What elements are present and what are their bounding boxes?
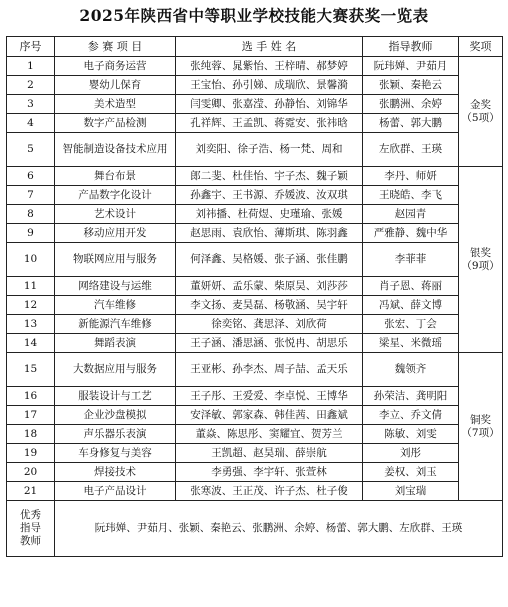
row-number: 12 [7, 296, 55, 315]
table-row [7, 277, 503, 296]
row-students: 王子涵、潘思涵、张悦冉、胡思乐 [176, 334, 363, 353]
footer-row [7, 501, 503, 557]
row-teachers: 阮玮婵、尹茹月 [363, 57, 459, 76]
table-row [7, 444, 503, 463]
page-title: 2025年陕西省中等职业学校技能大赛获奖一览表 [79, 6, 429, 25]
prize-silver-count: （9项） [461, 259, 500, 272]
row-teachers: 张宏、丁会 [363, 315, 459, 334]
row-students: 孔祥辉、王孟凯、蒋霓安、张祎晗 [176, 114, 363, 133]
table-row [7, 406, 503, 425]
row-students: 郎二斐、杜佳怡、宇子杰、魏子颖 [176, 167, 363, 186]
table-row [7, 186, 503, 205]
table-row [7, 243, 503, 277]
row-project: 企业沙盘模拟 [55, 406, 176, 425]
row-project: 电子商务运营 [55, 57, 176, 76]
row-project: 物联网应用与服务 [55, 243, 176, 277]
row-students: 董焱、陈思彤、窦耀宜、贺芳兰 [176, 425, 363, 444]
row-teachers: 张颖、秦艳云 [363, 76, 459, 95]
header-project: 参 赛 项 目 [55, 37, 176, 57]
row-teachers: 左欣群、王瑛 [363, 133, 459, 167]
row-students: 王子彤、王爱爱、李卓悦、王博华 [176, 387, 363, 406]
row-project: 焊接技术 [55, 463, 176, 482]
table-row [7, 387, 503, 406]
row-project: 数字产品检测 [55, 114, 176, 133]
table-row [7, 114, 503, 133]
row-project: 电子产品设计 [55, 482, 176, 501]
row-number: 20 [7, 463, 55, 482]
row-project: 大数据应用与服务 [55, 353, 176, 387]
row-students: 刘祎播、杜荷煜、史瑾瑜、张媛 [176, 205, 363, 224]
row-teachers: 刘宝瑞 [363, 482, 459, 501]
row-number: 15 [7, 353, 55, 387]
row-students: 赵思雨、袁欣怡、薄斯琪、陈羽鑫 [176, 224, 363, 243]
footer-label-line: 优秀 [20, 509, 41, 521]
prize-gold [459, 57, 503, 167]
row-teachers: 李丹、师妍 [363, 167, 459, 186]
footer-label-line: 指导 [20, 522, 41, 534]
row-project: 美术造型 [55, 95, 176, 114]
row-number: 19 [7, 444, 55, 463]
row-teachers: 冯斌、薛文博 [363, 296, 459, 315]
row-number: 8 [7, 205, 55, 224]
row-teachers: 李立、乔文倩 [363, 406, 459, 425]
row-number: 14 [7, 334, 55, 353]
row-students: 孙鑫宇、王书源、乔媛波、汝双琪 [176, 186, 363, 205]
header-prize: 奖项 [459, 37, 503, 57]
excellent-teachers-names: 阮玮婵、尹茹月、张颖、秦艳云、张鹏洲、余婷、杨蕾、郭大鹏、左欣群、王瑛 [55, 501, 503, 557]
row-students: 李文扬、麦昊磊、杨敬涵、吴宇轩 [176, 296, 363, 315]
row-project: 新能源汽车维修 [55, 315, 176, 334]
row-teachers: 梁星、米微瑶 [363, 334, 459, 353]
prize-silver [459, 167, 503, 353]
row-project: 婴幼儿保育 [55, 76, 176, 95]
table-row [7, 296, 503, 315]
row-teachers: 刘彤 [363, 444, 459, 463]
awards-table [6, 36, 503, 557]
table-row [7, 76, 503, 95]
row-number: 16 [7, 387, 55, 406]
table-row [7, 133, 503, 167]
row-project: 移动应用开发 [55, 224, 176, 243]
table-row [7, 482, 503, 501]
table-row [7, 425, 503, 444]
row-project: 网络建设与运维 [55, 277, 176, 296]
table-row [7, 353, 503, 387]
prize-bronze [459, 353, 503, 501]
row-project: 声乐器乐表演 [55, 425, 176, 444]
row-teachers: 肖子恩、蒋丽 [363, 277, 459, 296]
prize-gold-count: （5项） [461, 111, 500, 124]
header-number: 序号 [7, 37, 55, 57]
table-row [7, 315, 503, 334]
row-teachers: 魏领齐 [363, 353, 459, 387]
row-number: 17 [7, 406, 55, 425]
table-row [7, 463, 503, 482]
row-teachers: 张鹏洲、余婷 [363, 95, 459, 114]
table-row [7, 57, 503, 76]
row-students: 李勇强、李宇轩、张萱林 [176, 463, 363, 482]
excellent-teachers-label [7, 501, 55, 557]
row-project: 艺术设计 [55, 205, 176, 224]
row-project: 智能制造设备技术应用 [55, 133, 176, 167]
table-row [7, 167, 503, 186]
table-row [7, 334, 503, 353]
row-project: 舞蹈表演 [55, 334, 176, 353]
row-students: 董妍妍、孟乐蒙、柴原昊、刘莎莎 [176, 277, 363, 296]
prize-silver-name: 银奖 [470, 246, 491, 259]
row-project: 车身修复与美容 [55, 444, 176, 463]
row-students: 安泽敏、郭家森、韩佳茜、田鑫斌 [176, 406, 363, 425]
row-number: 3 [7, 95, 55, 114]
prize-bronze-name: 铜奖 [470, 413, 491, 426]
row-number: 11 [7, 277, 55, 296]
row-teachers: 陈敏、刘雯 [363, 425, 459, 444]
footer-label-line: 教师 [20, 535, 41, 547]
row-students: 王宝怡、孙引娣、成瑞欣、景馨漪 [176, 76, 363, 95]
row-students: 何泽鑫、吴格媛、张子涵、张佳鹏 [176, 243, 363, 277]
prize-gold-name: 金奖 [470, 98, 491, 111]
row-project: 舞台布景 [55, 167, 176, 186]
table-row [7, 95, 503, 114]
row-number: 13 [7, 315, 55, 334]
row-number: 21 [7, 482, 55, 501]
row-number: 4 [7, 114, 55, 133]
row-students: 王亚彬、孙李杰、周子喆、孟天乐 [176, 353, 363, 387]
row-number: 6 [7, 167, 55, 186]
row-number: 1 [7, 57, 55, 76]
table-row [7, 224, 503, 243]
row-number: 2 [7, 76, 55, 95]
row-number: 7 [7, 186, 55, 205]
prize-bronze-count: （7项） [461, 426, 500, 439]
row-students: 徐奕铭、龚思泽、刘欣荷 [176, 315, 363, 334]
row-teachers: 姜权、刘玉 [363, 463, 459, 482]
row-students: 王凯超、赵昊瑞、薛崇航 [176, 444, 363, 463]
header-students: 选 手 姓 名 [176, 37, 363, 57]
row-teachers: 杨蕾、郭大鹏 [363, 114, 459, 133]
row-project: 产品数字化设计 [55, 186, 176, 205]
row-teachers: 李菲菲 [363, 243, 459, 277]
row-teachers: 赵园青 [363, 205, 459, 224]
table-header-row [7, 37, 503, 57]
row-students: 刘奕阳、徐子浩、杨一梵、周和 [176, 133, 363, 167]
row-number: 18 [7, 425, 55, 444]
row-teachers: 王晓皓、李飞 [363, 186, 459, 205]
row-project: 服装设计与工艺 [55, 387, 176, 406]
row-students: 张寒波、王正茂、许子杰、杜子俊 [176, 482, 363, 501]
row-teachers: 严雅静、魏中华 [363, 224, 459, 243]
row-number: 9 [7, 224, 55, 243]
row-students: 张纯蓉、晁紫怡、王梓晴、郝梦婷 [176, 57, 363, 76]
row-students: 闫雯卿、张嘉滢、孙静怡、刘锦华 [176, 95, 363, 114]
table-row [7, 205, 503, 224]
row-teachers: 孙荣洁、龚明阳 [363, 387, 459, 406]
row-number: 5 [7, 133, 55, 167]
row-project: 汽车维修 [55, 296, 176, 315]
row-number: 10 [7, 243, 55, 277]
header-teachers: 指导教师 [363, 37, 459, 57]
